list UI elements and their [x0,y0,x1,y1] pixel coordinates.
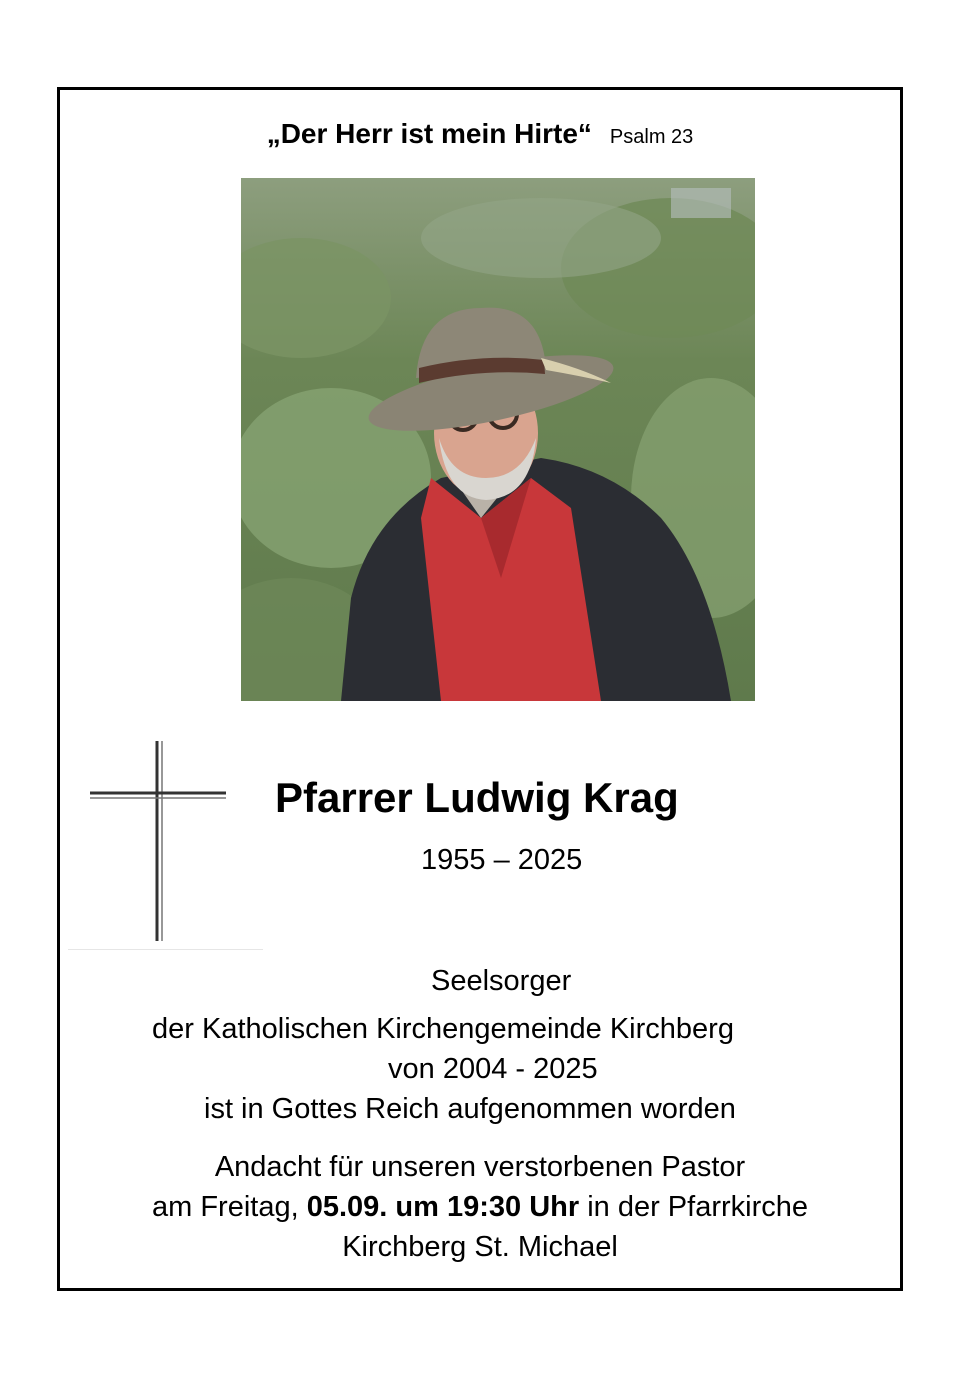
psalm-quote: „Der Herr ist mein Hirte“ [266,118,592,149]
portrait-photo [241,178,755,701]
service-line-1: Andacht für unseren verstorbenen Pastor [214,1151,746,1183]
tribute-line-3: von 2004 - 2025 [388,1053,598,1085]
service-date-prefix: am Freitag, [152,1191,307,1223]
psalm-reference: Psalm 23 [609,126,694,148]
portrait-illustration [241,178,755,701]
obituary-card [57,87,903,1291]
service-date-time: 05.09. um 19:30 Uhr [306,1191,580,1223]
deceased-name: Pfarrer Ludwig Krag [275,774,679,821]
cross-icon [68,727,263,950]
psalm-quote-line [60,118,900,150]
service-line-3: Kirchberg St. Michael [342,1231,618,1263]
service-line-2 [60,1191,900,1224]
service-location-prefix: in der Pfarrkirche [579,1191,808,1223]
tribute-line-4: ist in Gottes Reich aufgenommen worden [204,1093,736,1125]
tribute-line-1: Seelsorger [431,965,572,997]
life-years: 1955 – 2025 [421,844,583,876]
tribute-line-2: der Katholischen Kirchengemeinde Kirchberg [152,1013,734,1045]
